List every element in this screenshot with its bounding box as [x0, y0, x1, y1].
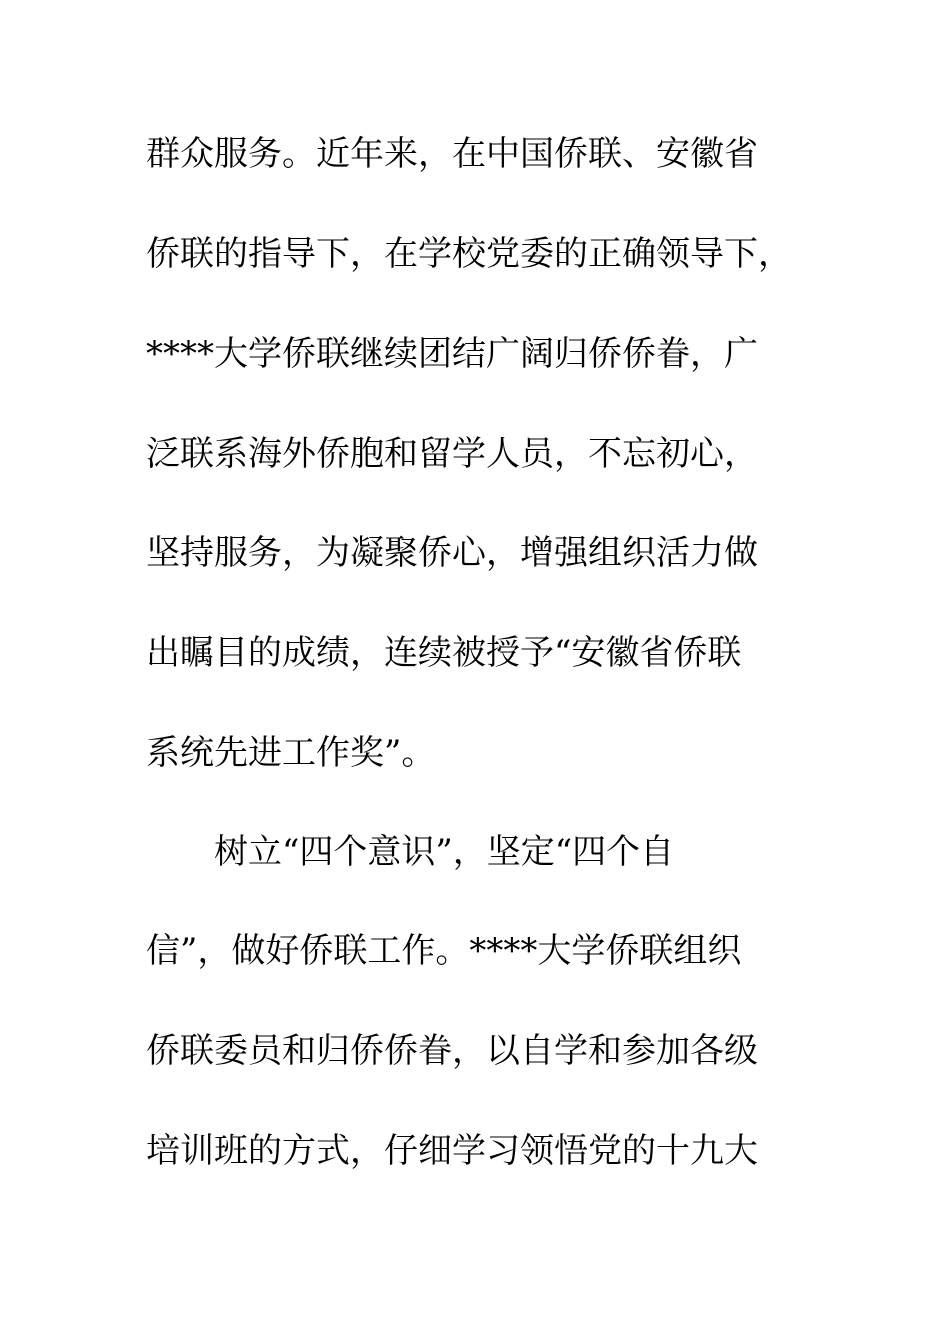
text-line: 培训班的方式，仔细学习领悟党的十九大	[146, 1131, 758, 1171]
paragraph-first-line: 树立“四个意识”，坚定“四个自	[214, 832, 675, 872]
text-line: 出瞩目的成绩，连续被授予“安徽省侨联	[146, 633, 742, 673]
text-line: 侨联委员和归侨侨眷，以自学和参加各级	[146, 1031, 758, 1071]
text-line: 坚持服务，为凝聚侨心，增强组织活力做	[146, 533, 758, 573]
text-line: 泛联系海外侨胞和留学人员，不忘初心，	[146, 434, 758, 474]
text-line: ****大学侨联继续团结广阔归侨侨眷，广	[146, 334, 758, 374]
text-line: 群众服务。近年来，在中国侨联、安徽省	[146, 134, 758, 174]
text-line: 侨联的指导下，在学校党委的正确领导下，	[146, 234, 792, 274]
text-line: 系统先进工作奖”。	[146, 733, 436, 773]
text-line: 信”，做好侨联工作。****大学侨联组织	[146, 931, 742, 971]
